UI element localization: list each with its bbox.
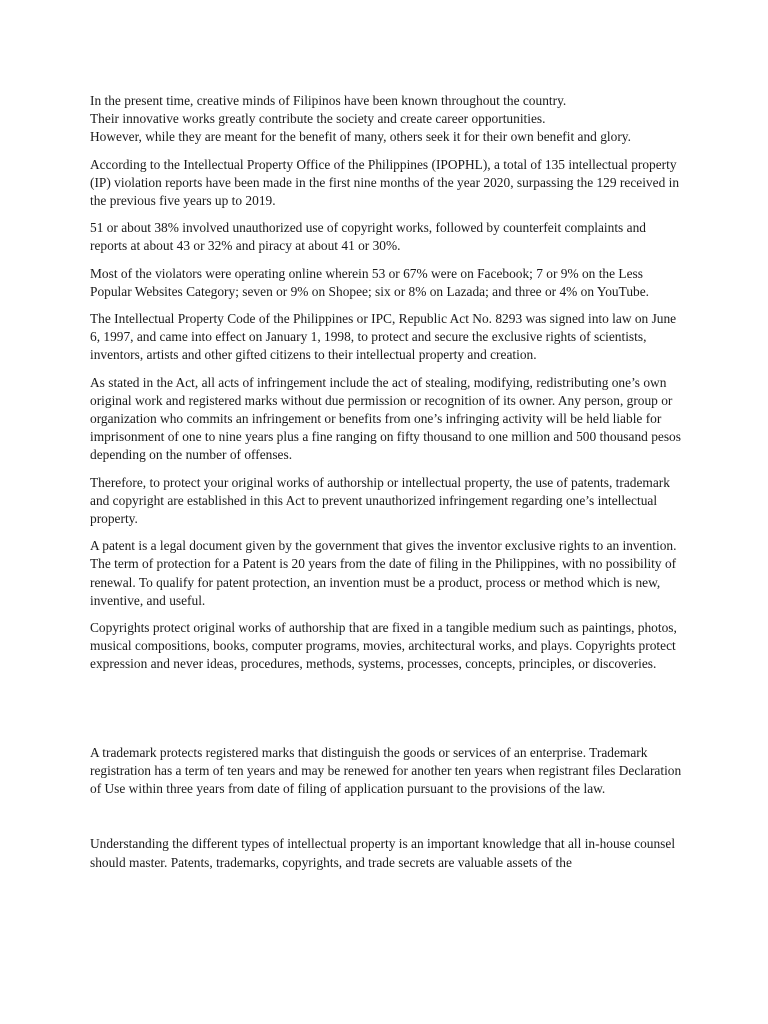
paragraph-ipophl-reports: According to the Intellectual Property Office of the Philippines (IPOPHL), a total of 135 intellectual property (IP) violation reports have been made in the first nine months of the year 2020, surpassing the 129 received in the previous five years up to 2019. (90, 156, 680, 209)
paragraph-understanding: Understanding the different types of intellectual property is an important knowledge that all in-house counsel should master. Patents, trademarks, copyrights, and trade secrets are valuable assets of the (90, 836, 676, 870)
paragraph-protection: Therefore, to protect your original works of authorship or intellectual property, the use of patents, trademark and copyright are established in this Act to prevent unauthorized infringement regarding one’s intellectual property. (90, 474, 670, 527)
paragraph-patent: A patent is a legal document given by the government that gives the inventor exclusive rights to an invention. The term of protection for a Patent is 20 years from the date of filing in the Philippines, with no possibility of renewal. To qualify for patent protection, an invention must be a product, process or method which is new, inventive, and useful. (90, 538, 677, 608)
paragraph-infringement: As stated in the Act, all acts of infringement include the act of stealing, modifying, redistributing one’s own original work and registered marks without due permission or recognition of its owner. Any person, group or organization who commits an infringement or benefits from one’s infringing activity will be held liable for imprisonment of one to nine years plus a fine ranging on fifty thousand to one million and 500 thousand pesos depending on the number of offenses. (90, 374, 681, 463)
paragraph-ip-code: The Intellectual Property Code of the Philippines or IPC, Republic Act No. 8293 was signed into law on June 6, 1997, and came into effect on January 1, 1998, to protect and secure the exclusive rights of scientists, inventors, artists and other gifted citizens to their intellectual property and creation. (90, 311, 677, 363)
document-page (90, 92, 682, 881)
paragraph-trademark: A trademark protects registered marks that distinguish the goods or services of an enterprise. Trademark registration has a term of ten years and may be renewed for another ten years when registrant files Declaration of Use within three years from date of filing of application pursuant to the provisions of the law. (90, 744, 682, 797)
paragraph-violation-breakdown: 51 or about 38% involved unauthorized use of copyright works, followed by counterfeit complaints and reports at about 43 or 32% and piracy at about 41 or 30%. (90, 220, 646, 254)
paragraph-online-violators: Most of the violators were operating online wherein 53 or 67% were on Facebook; 7 or 9% on the Less Popular Websites Category; seven or 9% on Shopee; six or 8% on Lazada; and three or 4% on YouTube. (90, 265, 650, 299)
paragraph-copyright: Copyrights protect original works of authorship that are fixed in a tangible medium such as paintings, photos, musical compositions, books, computer programs, movies, architectural works, and plays. Copyrights protect expression and never ideas, procedures, methods, systems, processes, concepts, principles, or discoveries. (90, 620, 677, 672)
paragraph-intro: In the present time, creative minds of Filipinos have been known throughout the country. Their innovative works greatly contribute the society and create career opportunities. However, while they are meant for the benefit of many, others seek it for their own benefit and glory. (90, 93, 631, 145)
